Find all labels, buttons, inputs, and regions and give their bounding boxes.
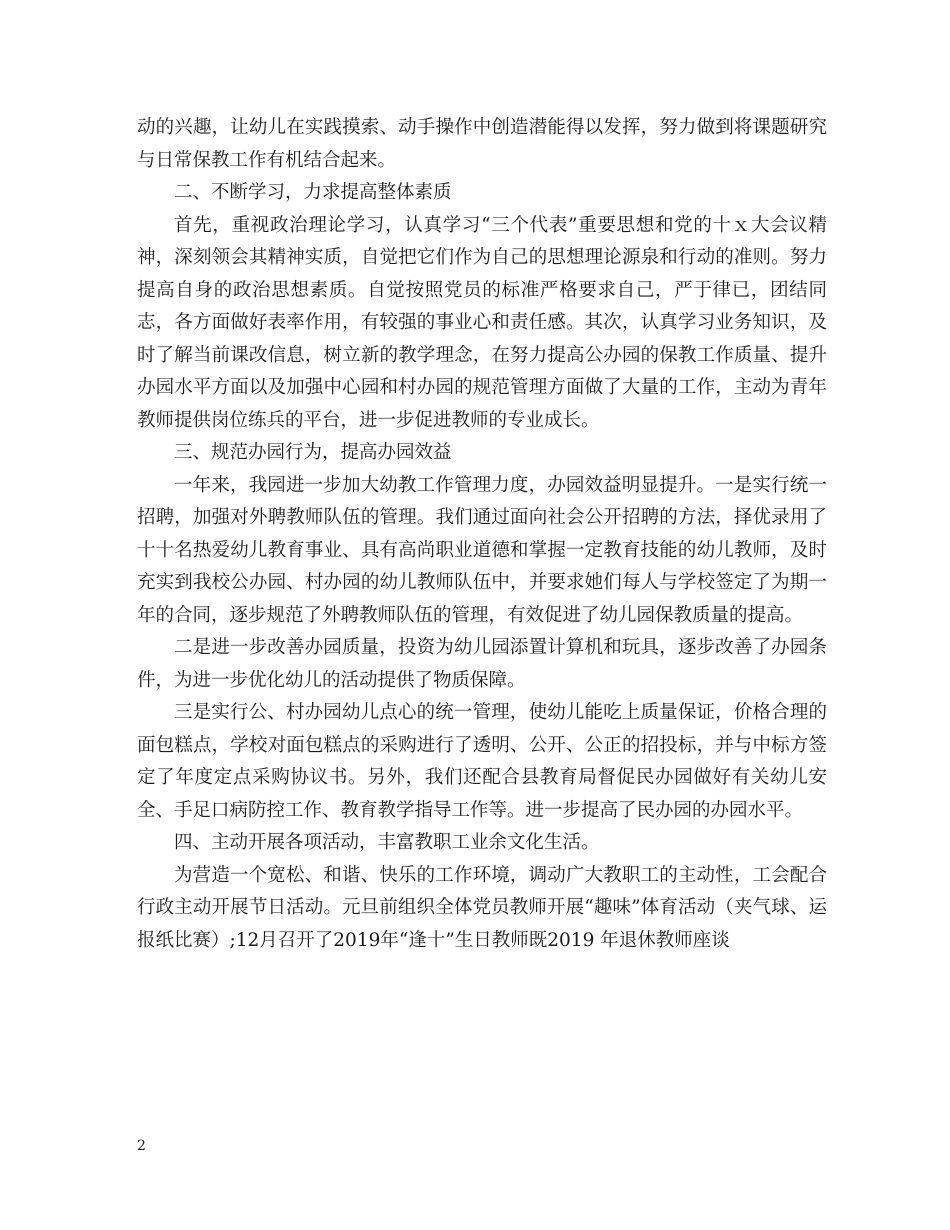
section-heading-2: 二、不断学习，力求提高整体素质 xyxy=(174,182,452,203)
body-text xyxy=(137,112,827,957)
paragraph-improvement: 二是进一步改善办园质量，投资为幼儿园添置计算机和玩具，逐步改善了办园条件，为进一步优化幼儿的活动提供了物质保障。 xyxy=(137,637,827,691)
section-heading-3: 三、规范办园行为，提高办园效益 xyxy=(174,442,452,463)
paragraph-continuation: 动的兴趣，让幼儿在实践摸索、动手操作中创造潜能得以发挥，努力做到将课题研究与日常保教工作有机结合起来。 xyxy=(137,117,827,171)
paragraph-activities: 为营造一个宽松、和谐、快乐的工作环境，调动广大教职工的主动性，工会配合行政主动开展节日活动。元旦前组织全体党员教师开展“趣味”体育活动（夹气球、运报纸比赛）;12月召开了2019年“逢十”生日教师既2019 年退休教师座谈 xyxy=(137,864,827,951)
section-heading-4: 四、主动开展各项活动，丰富教职工业余文化生活。 xyxy=(174,832,600,853)
paragraph-snack-management: 三是实行公、村办园幼儿点心的统一管理，使幼儿能吃上质量保证，价格合理的面包糕点，学校对面包糕点的采购进行了透明、公开、公正的招投标，并与中标方签定了年度定点采购协议书。另外，我们还配合县教育局督促民办园做好有关幼儿安全、手足口病防控工作、教育教学指导工作等。进一步提高了民办园的办园水平。 xyxy=(137,702,827,821)
paragraph-study: 首先，重视政治理论学习，认真学习“三个代表”重要思想和党的十ｘ大会议精神，深刻领会其精神实质，自觉把它们作为自己的思想理论源泉和行动的准则。努力提高自身的政治思想素质。自觉按照党员的标准严格要求自己，严于律已，团结同志，各方面做好表率作用，有较强的事业心和责任感。其次，认真学习业务知识，及时了解当前课改信息，树立新的教学理念，在努力提高公办园的保教工作质量、提升办园水平方面以及加强中心园和村办园的规范管理方面做了大量的工作，主动为青年教师提供岗位练兵的平台，进一步促进教师的专业成长。 xyxy=(137,214,827,431)
page-number: 2 xyxy=(137,1138,146,1154)
paragraph-recruitment: 一年来，我园进一步加大幼教工作管理力度，办园效益明显提升。一是实行统一招聘，加强对外聘教师队伍的管理。我们通过面向社会公开招聘的方法，择优录用了十十名热爱幼儿教育事业、具有高尚职业道德和掌握一定教育技能的幼儿教师，及时充实到我校公办园、村办园的幼儿教师队伍中，并要求她们每人与学校签定了为期一年的合同，逐步规范了外聘教师队伍的管理，有效促进了幼儿园保教质量的提高。 xyxy=(137,474,827,626)
